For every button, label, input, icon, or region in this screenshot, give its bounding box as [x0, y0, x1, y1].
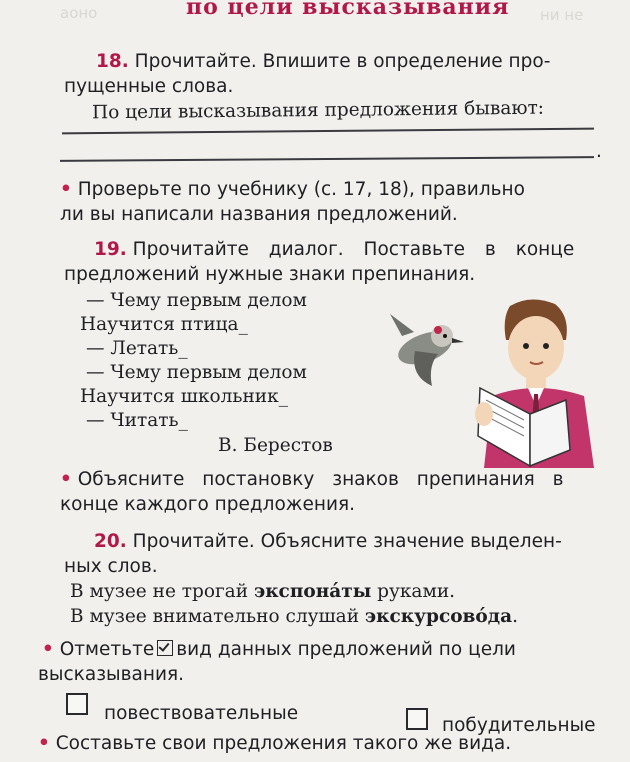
poem-line: Научится птица_	[80, 314, 248, 335]
answer-line-2[interactable]	[60, 156, 594, 161]
ex19-instruction-line2: предложений нужные знаки препинания.	[64, 264, 476, 285]
ex19-instruction-line1: 19. Прочитайте диалог. Поставьте в конце	[94, 239, 575, 260]
ex18-instruction-line1: 18. Прочитайте. Впишите в определение про-	[96, 51, 551, 72]
ex19-task-line1: • Объясните постановку знаков препинания в	[60, 469, 564, 490]
page-header: по цели высказывания	[186, 0, 510, 20]
checkbox-imperative[interactable]	[406, 708, 428, 730]
bullet-icon: •	[60, 469, 72, 490]
ex18-check-line1: • Проверьте по учебнику (с. 17, 18), правильно	[60, 179, 525, 200]
bullet-icon: •	[42, 639, 54, 660]
bleed-through-text: ни не	[540, 6, 584, 24]
schoolboy-icon	[475, 299, 594, 468]
poem-line: — Летать_	[86, 338, 188, 359]
highlighted-word: экспонáты	[253, 581, 372, 602]
poem-line: — Чему первым делом	[86, 290, 307, 311]
bird-icon	[390, 314, 464, 386]
ex18-definition: По цели высказывания предложения бывают:	[91, 97, 545, 124]
ex20-mark-line2: высказывания.	[38, 664, 185, 685]
ex20-mark-line1: • Отметьте вид данных предложений по цели	[42, 639, 516, 660]
poem-line: — Читать_	[86, 410, 188, 431]
checkbox-checked-icon	[157, 640, 173, 656]
answer-line-1[interactable]	[62, 128, 594, 134]
ex20-sentence-1: В музее не трогай экспонáты руками.	[70, 581, 456, 602]
ex20-last-task: • Составьте свои предложения такого же вида.	[38, 733, 512, 754]
answer-line-end-dot: .	[596, 141, 602, 162]
checkbox-narrative[interactable]	[66, 693, 88, 715]
option-narrative-label: повествовательные	[104, 703, 299, 724]
poem-line: — Чему первым делом	[86, 362, 307, 383]
bullet-icon: •	[38, 733, 50, 754]
ex19-task-line2: конце каждого предложения.	[60, 494, 355, 515]
bullet-icon: •	[60, 179, 72, 200]
ex19-number: 19.	[94, 239, 127, 260]
ex18-number: 18.	[96, 51, 129, 72]
illustration-bird-and-boy	[380, 296, 610, 468]
ex18-instruction-line2: пущенные слова.	[64, 76, 234, 97]
option-imperative-label: побудительные	[442, 715, 596, 736]
bleed-through-text: аоно	[60, 4, 98, 22]
highlighted-word: экскурсовóда	[364, 606, 513, 627]
ex20-number: 20.	[94, 531, 127, 552]
poem-line: Научится школьник_	[80, 386, 288, 407]
ex20-sentence-2: В музее внимательно слушай экскурсовóда.	[70, 606, 518, 627]
poem-author: В. Берестов	[218, 435, 333, 456]
ex20-instruction-line1: 20. Прочитайте. Объясните значение выделен-	[94, 531, 562, 552]
ex20-instruction-line2: ных слов.	[64, 556, 158, 577]
ex18-check-line2: ли вы написали названия предложений.	[60, 204, 458, 225]
